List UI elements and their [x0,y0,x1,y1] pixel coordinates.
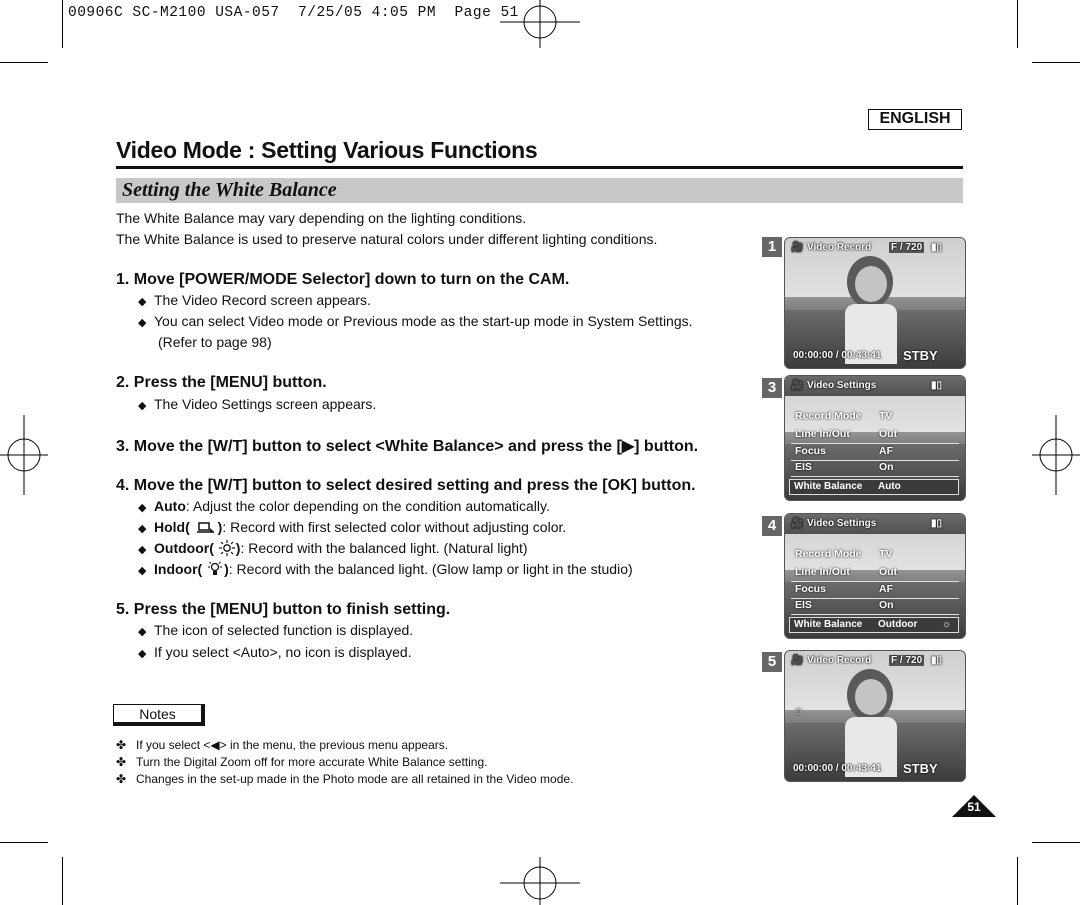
video-camera-icon: 🎥 [791,655,804,666]
menu-label: Focus [795,445,826,457]
menu-label: Record Mode [795,410,862,422]
step-bullet: ◆ The icon of selected function is displayed. [138,622,414,638]
intro-line: The White Balance may vary depending on the lighting conditions. [116,210,527,226]
screen-step-number: 1 [762,237,782,257]
step-heading: 2. Press the [MENU] button. [116,374,327,391]
camcorder-screen-settings [784,375,966,501]
sun-icon: ☼ [793,703,804,717]
print-header: 00906C SC-M2100 USA-057 7/25/05 4:05 PM Page 51 [68,5,519,21]
status-label: STBY [903,761,938,776]
step-bullet: ◆ You can select Video mode or Previous mode as the start-up mode in System Settings. [138,313,693,329]
video-camera-icon: 🎥 [791,380,804,391]
step-heading: 4. Move the [W/T] button to select desired setting and press the [OK] button. [116,477,696,494]
menu-value: AF [879,583,893,595]
menu-label: EIS [795,599,812,611]
resolution-label: F / 720 [891,655,923,666]
page-number-badge [952,795,996,822]
screen-title: Video Settings [807,518,877,529]
registration-mark-right [1030,405,1080,505]
page-title: Video Mode : Setting Various Functions [116,137,538,163]
screen-step-number: 4 [762,516,782,536]
menu-value: Out [879,566,898,578]
step-bullet: ◆ The Video Record screen appears. [138,292,371,308]
step-heading: 3. Move the [W/T] button to select <White Balance> and press the [▶] button. [116,438,699,455]
battery-icon: ▮▯ [931,242,943,253]
resolution-label: F / 720 [891,242,923,253]
menu-value: On [879,461,894,473]
white-balance-row[interactable]: White Balance Outdoor ☼ [789,617,959,633]
camcorder-screen-settings [784,513,966,639]
status-label: STBY [903,348,938,363]
time-counter: 00:00:00 / 00:43:41 [793,350,882,361]
title-rule [116,166,963,169]
menu-value: TV [879,548,893,560]
time-counter: 00:00:00 / 00:43:41 [793,763,882,774]
battery-icon: ▮▯ [931,518,943,529]
sun-icon: ☼ [942,619,952,630]
video-camera-icon: 🎥 [791,518,804,529]
menu-label: Focus [795,583,826,595]
lightbulb-icon [207,561,223,577]
notes-label: Notes [113,704,205,726]
section-title: Setting the White Balance [122,179,337,201]
screen-title: Video Record [807,242,872,253]
option-indoor: ◆ Indoor( ): Record with the balanced light. (Glow lamp or light in the studio) [138,561,633,577]
registration-mark-bottom [490,855,590,905]
intro-line: The White Balance is used to preserve natural colors under different lighting conditions. [116,231,658,247]
note-item: ✤ If you select <◀> in the menu, the previous menu appears. [116,738,449,752]
step-bullet: ◆ If you select <Auto>, no icon is displayed. [138,644,412,660]
registration-mark-left [0,405,50,505]
menu-value: Out [879,428,898,440]
note-item: ✤ Turn the Digital Zoom off for more accurate White Balance setting. [116,755,488,769]
step-bullet: ◆ The Video Settings screen appears. [138,396,377,412]
option-hold: ◆ Hold( ): Record with first selected color without adjusting color. [138,519,567,535]
language-tab: ENGLISH [868,109,962,130]
note-item: ✤ Changes in the set-up made in the Photo mode are all retained in the Video mode. [116,772,574,786]
menu-value: TV [879,410,893,422]
screen-title: Video Settings [807,380,877,391]
battery-icon: ▮▯ [931,655,943,666]
screen-title: Video Record [807,655,872,666]
step-heading: 5. Press the [MENU] button to finish setting. [116,601,451,618]
white-balance-row[interactable]: White Balance Auto [789,479,959,495]
page-number: 51 [967,800,981,814]
step-heading: 1. Move [POWER/MODE Selector] down to turn on the CAM. [116,271,570,288]
camcorder-screen-record [784,650,966,782]
hold-icon [196,520,216,534]
option-auto: ◆ Auto: Adjust the color depending on the condition automatically. [138,498,550,514]
screen-step-number: 5 [762,652,782,672]
menu-label: Line In/Out [795,566,850,578]
menu-value: On [879,599,894,611]
menu-label: EIS [795,461,812,473]
menu-label: Line In/Out [795,428,850,440]
screen-step-number: 3 [762,378,782,398]
step-continuation: (Refer to page 98) [158,334,272,350]
sun-icon [219,540,235,556]
menu-value: AF [879,445,893,457]
option-outdoor: ◆ Outdoor( ): Record with the balanced light. (Natural light) [138,540,528,556]
video-camera-icon: 🎥 [791,242,804,253]
camcorder-screen-record [784,237,966,369]
registration-mark-top [490,0,590,50]
menu-label: Record Mode [795,548,862,560]
battery-icon: ▮▯ [931,380,943,391]
